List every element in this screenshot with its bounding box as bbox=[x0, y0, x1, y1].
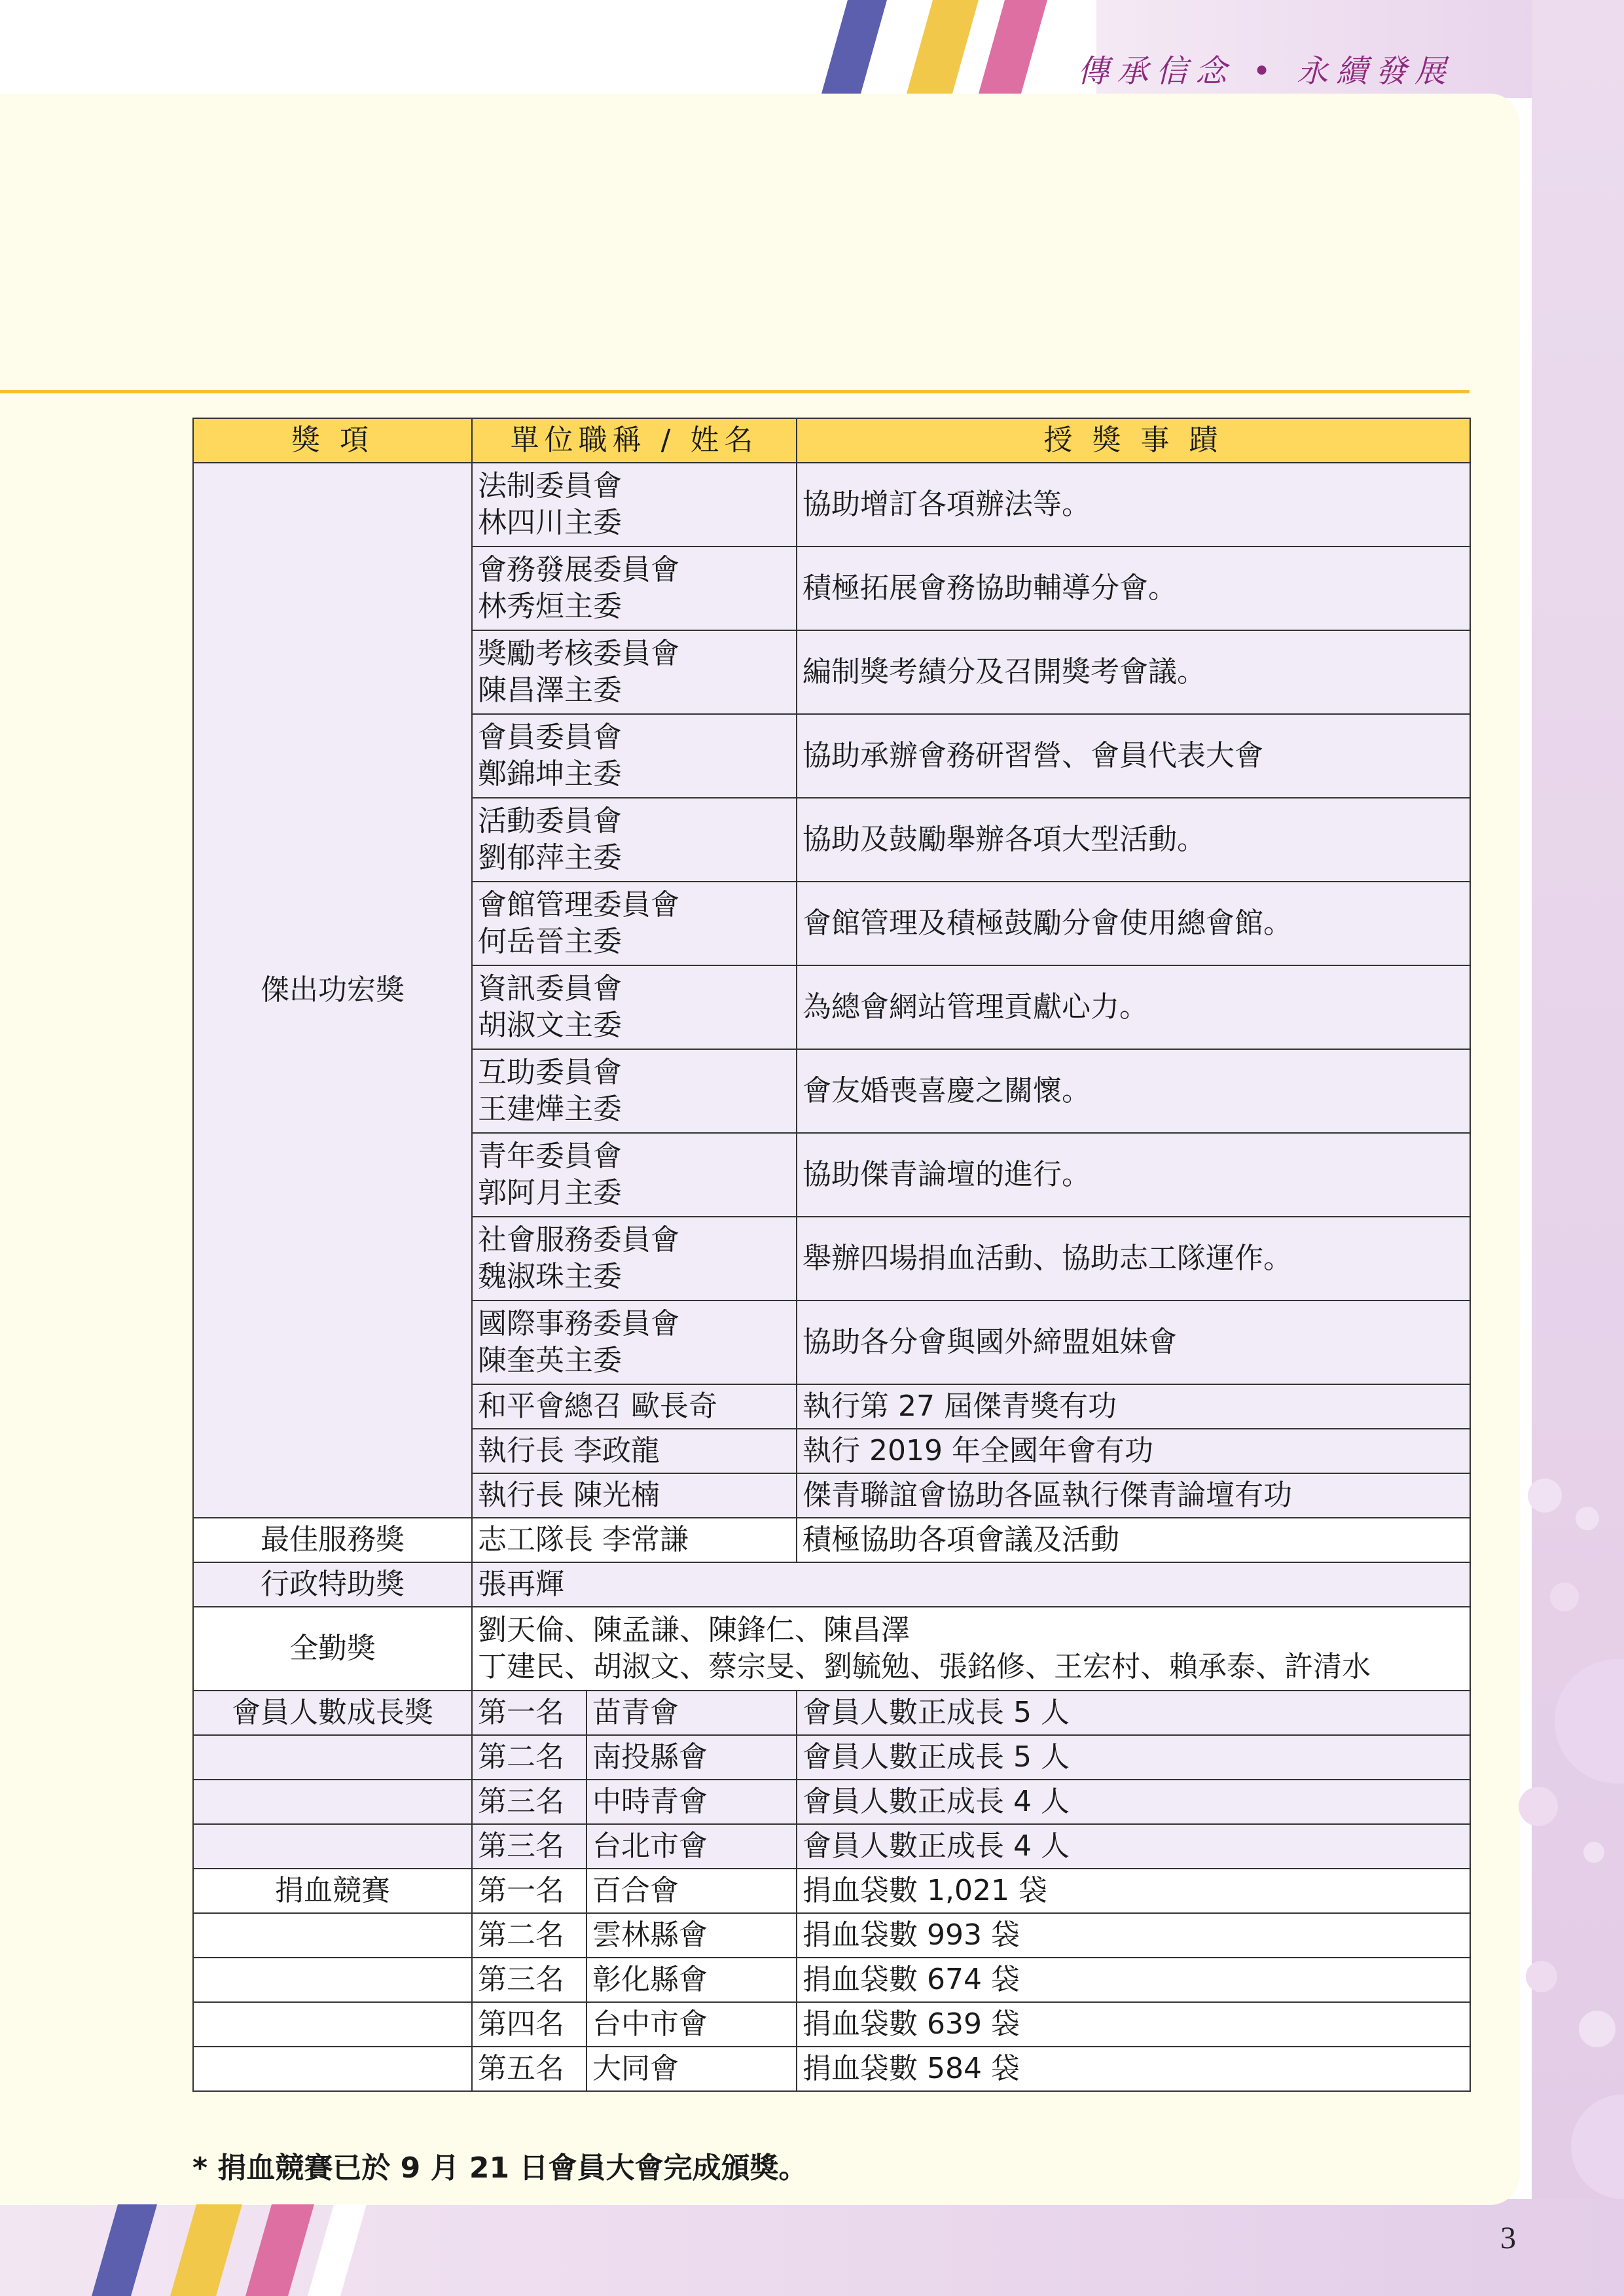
deed-cell: 傑青聯誼會協助各區執行傑青論壇有功 bbox=[797, 1473, 1470, 1518]
chapter-cell: 大同會 bbox=[586, 2047, 797, 2091]
unit-name-cell: 和平會總召 歐長奇 bbox=[472, 1384, 797, 1429]
table-row bbox=[193, 1913, 1470, 1958]
deed-cell: 會員人數正成長 5 人 bbox=[797, 1691, 1470, 1735]
chapter-cell: 彰化縣會 bbox=[586, 1958, 797, 2002]
header-rule bbox=[0, 390, 1470, 393]
header-unit-name: 單位職稱 / 姓名 bbox=[472, 418, 797, 463]
category-cell bbox=[193, 2002, 472, 2047]
table-row bbox=[193, 1735, 1470, 1780]
category-cell: 傑出功宏獎 bbox=[193, 463, 472, 1518]
deed-cell: 舉辦四場捐血活動、協助志工隊運作。 bbox=[797, 1217, 1470, 1300]
attendance-names-cell: 劉天倫、陳孟謙、陳鋒仁、陳昌澤 丁建民、胡淑文、蔡宗旻、劉毓勉、張銘修、王宏村、賴承泰、許清水 bbox=[472, 1607, 1470, 1691]
table-row bbox=[193, 2047, 1470, 2091]
chapter-cell: 百合會 bbox=[586, 1869, 797, 1913]
unit-name-cell: 會務發展委員會 林秀烜主委 bbox=[472, 547, 797, 630]
deed-cell: 捐血袋數 1,021 袋 bbox=[797, 1869, 1470, 1913]
table-row bbox=[193, 1607, 1470, 1691]
deed-cell: 會員人數正成長 5 人 bbox=[797, 1735, 1470, 1780]
page-number: 3 bbox=[1500, 2221, 1516, 2255]
deed-cell: 協助傑青論壇的進行。 bbox=[797, 1133, 1470, 1217]
unit-name-cell: 資訊委員會 胡淑文主委 bbox=[472, 965, 797, 1049]
deed-cell: 積極協助各項會議及活動 bbox=[797, 1518, 1470, 1562]
table-row bbox=[193, 463, 1470, 547]
rank-cell: 第三名 bbox=[472, 1780, 586, 1824]
unit-name-cell: 國際事務委員會 陳奎英主委 bbox=[472, 1300, 797, 1384]
category-cell bbox=[193, 1958, 472, 2002]
chapter-cell: 苗青會 bbox=[586, 1691, 797, 1735]
category-cell: 全勤獎 bbox=[193, 1607, 472, 1691]
table-row bbox=[193, 2002, 1470, 2047]
category-cell: 行政特助獎 bbox=[193, 1562, 472, 1607]
rank-cell: 第三名 bbox=[472, 1824, 586, 1869]
deed-cell: 捐血袋數 993 袋 bbox=[797, 1913, 1470, 1958]
table-row bbox=[193, 1869, 1470, 1913]
deed-cell: 會員人數正成長 4 人 bbox=[797, 1824, 1470, 1869]
category-cell bbox=[193, 2047, 472, 2091]
table-row bbox=[193, 1691, 1470, 1735]
deed-cell: 捐血袋數 674 袋 bbox=[797, 1958, 1470, 2002]
category-cell bbox=[193, 1913, 472, 1958]
rank-cell: 第二名 bbox=[472, 1735, 586, 1780]
top-stripes-decoration bbox=[821, 0, 1096, 94]
deed-cell: 協助增訂各項辦法等。 bbox=[797, 463, 1470, 547]
rank-cell: 第一名 bbox=[472, 1869, 586, 1913]
category-cell bbox=[193, 1735, 472, 1780]
table-row bbox=[193, 1780, 1470, 1824]
unit-name-cell: 獎勵考核委員會 陳昌澤主委 bbox=[472, 630, 797, 714]
chapter-cell: 南投縣會 bbox=[586, 1735, 797, 1780]
category-cell bbox=[193, 1780, 472, 1824]
table-header-row bbox=[193, 418, 1470, 463]
deed-cell: 積極拓展會務協助輔導分會。 bbox=[797, 547, 1470, 630]
deed-cell: 執行第 27 屆傑青獎有功 bbox=[797, 1384, 1470, 1429]
unit-name-cell: 會館管理委員會 何岳晉主委 bbox=[472, 882, 797, 965]
motto-slogan: 傳承信念 • 永續發展 bbox=[1077, 53, 1454, 90]
chapter-cell: 雲林縣會 bbox=[586, 1913, 797, 1958]
unit-name-cell: 會員委員會 鄭錦坤主委 bbox=[472, 714, 797, 798]
table-row bbox=[193, 1958, 1470, 2002]
unit-name-cell: 互助委員會 王建燁主委 bbox=[472, 1049, 797, 1133]
deed-cell: 會員人數正成長 4 人 bbox=[797, 1780, 1470, 1824]
unit-name-cell: 執行長 陳光楠 bbox=[472, 1473, 797, 1518]
table-row bbox=[193, 1824, 1470, 1869]
category-cell bbox=[193, 1824, 472, 1869]
deed-cell: 編制獎考績分及召開獎考會議。 bbox=[797, 630, 1470, 714]
header-award: 獎 項 bbox=[193, 418, 472, 463]
deed-cell: 捐血袋數 584 袋 bbox=[797, 2047, 1470, 2091]
category-cell: 最佳服務獎 bbox=[193, 1518, 472, 1562]
deed-cell: 協助承辦會務研習營、會員代表大會 bbox=[797, 714, 1470, 798]
chapter-cell: 台中市會 bbox=[586, 2002, 797, 2047]
unit-name-cell: 執行長 李政龍 bbox=[472, 1429, 797, 1473]
chapter-cell: 台北市會 bbox=[586, 1824, 797, 1869]
deed-cell: 為總會網站管理貢獻心力。 bbox=[797, 965, 1470, 1049]
unit-name-cell: 志工隊長 李常謙 bbox=[472, 1518, 797, 1562]
bubble-decoration bbox=[1492, 1440, 1624, 2225]
deed-cell: 執行 2019 年全國年會有功 bbox=[797, 1429, 1470, 1473]
rank-cell: 第二名 bbox=[472, 1913, 586, 1958]
bottom-stripes-decoration bbox=[92, 2204, 367, 2296]
rank-cell: 第五名 bbox=[472, 2047, 586, 2091]
chapter-cell: 中時青會 bbox=[586, 1780, 797, 1824]
category-cell: 捐血競賽 bbox=[193, 1869, 472, 1913]
deed-cell: 會館管理及積極鼓勵分會使用總會館。 bbox=[797, 882, 1470, 965]
rank-cell: 第四名 bbox=[472, 2002, 586, 2047]
unit-name-cell: 張再輝 bbox=[472, 1562, 1470, 1607]
category-cell: 會員人數成長獎 bbox=[193, 1691, 472, 1735]
rank-cell: 第一名 bbox=[472, 1691, 586, 1735]
unit-name-cell: 活動委員會 劉郁萍主委 bbox=[472, 798, 797, 882]
deed-cell: 捐血袋數 639 袋 bbox=[797, 2002, 1470, 2047]
unit-name-cell: 法制委員會 林四川主委 bbox=[472, 463, 797, 547]
unit-name-cell: 社會服務委員會 魏淑珠主委 bbox=[472, 1217, 797, 1300]
table-row bbox=[193, 1518, 1470, 1562]
header-deeds: 授 獎 事 蹟 bbox=[797, 418, 1470, 463]
deed-cell: 協助及鼓勵舉辦各項大型活動。 bbox=[797, 798, 1470, 882]
awards-table bbox=[192, 418, 1471, 2092]
deed-cell: 會友婚喪喜慶之關懷。 bbox=[797, 1049, 1470, 1133]
deed-cell: 協助各分會與國外締盟姐妹會 bbox=[797, 1300, 1470, 1384]
table-row bbox=[193, 1562, 1470, 1607]
footnote: * 捐血競賽已於 9 月 21 日會員大會完成頒獎。 bbox=[192, 2151, 808, 2185]
unit-name-cell: 青年委員會 郭阿月主委 bbox=[472, 1133, 797, 1217]
rank-cell: 第三名 bbox=[472, 1958, 586, 2002]
